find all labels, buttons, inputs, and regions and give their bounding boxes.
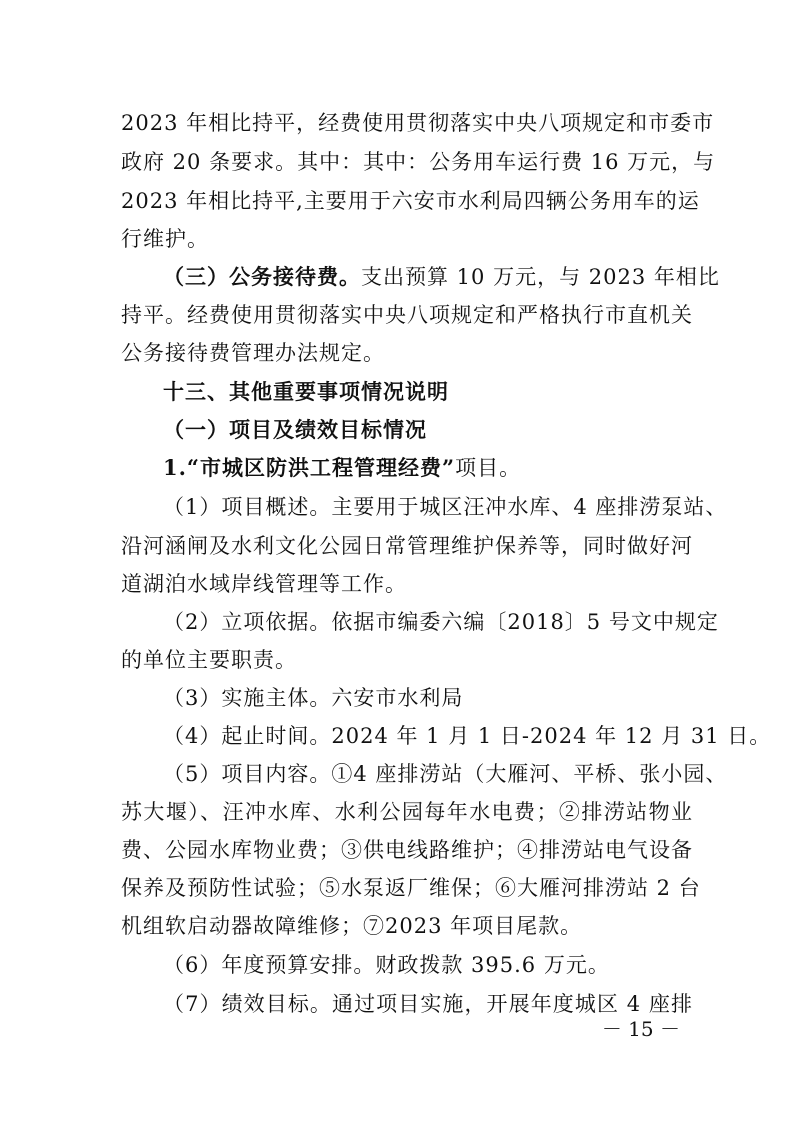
project-title-line: 1.“市城区防洪工程管理经费”项目。 xyxy=(163,455,522,480)
paragraph-line: （2）立项依据。依据市编委六编〔2018〕5 号文中规定 xyxy=(163,610,719,634)
paragraph-line: 持平。经费使用贯彻落实中央八项规定和严格执行市直机关 xyxy=(121,303,693,327)
project-title: 1.“市城区防洪工程管理经费” xyxy=(163,455,456,480)
paragraph-line: 公务接待费管理办法规定。 xyxy=(121,341,385,365)
paragraph-line: （3）实施主体。六安市水利局 xyxy=(163,686,464,710)
paragraph-line: （1）项目概述。主要用于城区汪冲水库、4 座排涝泵站、 xyxy=(163,495,728,519)
paragraph-text: 支出预算 10 万元，与 2023 年相比 xyxy=(361,265,720,289)
paragraph-line: （7）绩效目标。通过项目实施，开展年度城区 4 座排 xyxy=(163,992,693,1016)
paragraph-line: 道湖泊水域岸线管理等工作。 xyxy=(121,572,407,596)
paragraph-line: 政府 20 条要求。其中：其中：公务用车运行费 16 万元，与 xyxy=(121,150,716,174)
section-heading: 十三、其他重要事项情况说明 xyxy=(163,379,449,404)
paragraph-line: 费、公园水库物业费；③供电线路维护；④排涝站电气设备 xyxy=(121,838,693,862)
section-heading-reception: （三）公务接待费。 xyxy=(163,264,361,289)
paragraph-line: （5）项目内容。①4 座排涝站（大雁河、平桥、张小园、 xyxy=(163,762,728,786)
paragraph-line: 2023 年相比持平，经费使用贯彻落实中央八项规定和市委市 xyxy=(121,111,715,135)
paragraph-line xyxy=(163,263,720,291)
paragraph-line: 保养及预防性试验；⑤水泵返厂维保；⑥大雁河排涝站 2 台 xyxy=(121,876,701,900)
page-number: － 15 － xyxy=(601,1017,680,1041)
paragraph-line: 沿河涵闸及水利文化公园日常管理维护保养等，同时做好河 xyxy=(121,534,693,558)
paragraph-line: （4）起止时间。2024 年 1 月 1 日-2024 年 12 月 31 日。 xyxy=(163,724,772,748)
subsection-heading: （一）项目及绩效目标情况 xyxy=(163,417,427,442)
paragraph-line: 的单位主要职责。 xyxy=(121,648,297,672)
paragraph-line: 2023 年相比持平,主要用于六安市水利局四辆公务用车的运 xyxy=(121,189,700,213)
paragraph-line: 苏大堰）、汪冲水库、水利公园每年水电费；②排涝站物业 xyxy=(121,800,693,824)
paragraph-line: 行维护。 xyxy=(121,227,209,251)
paragraph-line: （6）年度预算安排。财政拨款 395.6 万元。 xyxy=(163,953,610,977)
paragraph-line: 机组软启动器故障维修；⑦2023 年项目尾款。 xyxy=(121,914,583,938)
